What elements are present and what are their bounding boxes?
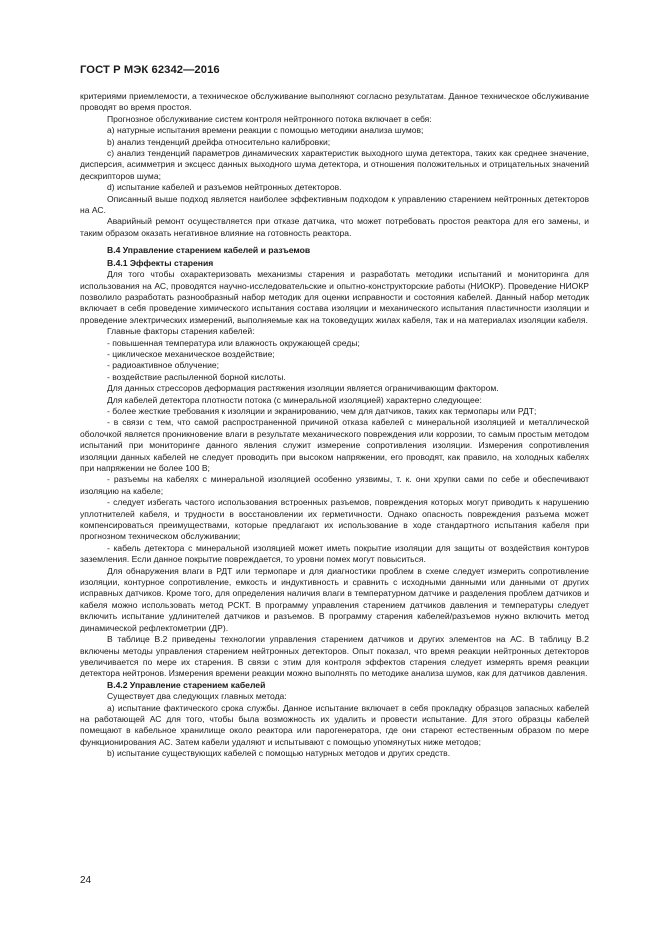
paragraph: Существует два следующих главных метода: xyxy=(107,691,287,702)
list-item: b) испытание существующих кабелей с помощью натурных методов и других средств. xyxy=(107,748,451,759)
list-item: - разъемы на кабелях с минеральной изоляцией особенно уязвимы, т. к. они хрупки сами по себе и обеспечивают изоляцию на кабеле; xyxy=(80,474,589,496)
list-item: d) испытание кабелей и разъемов нейтронных детекторов. xyxy=(107,182,342,193)
list-item: - повышенная температура или влажность окружающей среды; xyxy=(107,337,360,348)
section-b42-body xyxy=(80,691,589,759)
document-body xyxy=(80,91,589,760)
paragraph: Для данных стрессоров деформация растяжения изоляции является ограничивающим фактором. xyxy=(107,383,499,394)
paragraph: Описанный выше подход является наиболее эффективным подходом к управлению старением нейтронных детекторов на АС. xyxy=(80,193,589,216)
paragraph: Главные факторы старения кабелей: xyxy=(107,326,255,337)
list-item: - кабель детектора с минеральной изоляцией может иметь покрытие изоляции для защиты от воздействия контуров заземления. Если данное покрытие повреждается, то уровни помех могут повыситься. xyxy=(80,542,589,565)
section-heading-b4: В.4 Управление старением кабелей и разъемов xyxy=(107,245,311,256)
page-number: 24 xyxy=(80,875,92,886)
list-item: - следует избегать частого использования встроенных разъемов, повреждения которых могут приводить к нарушению уплотнителей кабеля, и трудности в восстановлении их герметичности. Однако опасность повреждения разъема может компенсироваться преимуществами, которые предлагают их использование в ходе стандартного испытания кабеля при прогнозном техническом обслуживании; xyxy=(80,497,589,542)
section-heading-b41: В.4.1 Эффекты старения xyxy=(107,257,214,268)
section-b41-body xyxy=(80,269,589,680)
document-header-title: ГОСТ Р МЭК 62342—2016 xyxy=(80,64,220,76)
paragraph: Аварийный ремонт осуществляется при отказе датчика, что может потребовать простоя реактора для его замены, и таким образом оказать негативное влияние на готовность реактора. xyxy=(80,216,589,238)
list-item: - воздействие распыленной борной кислоты. xyxy=(107,371,286,382)
paragraph: В таблице В.2 приведены технологии управления старением датчиков и других элементов на АС. В таблицу В.2 включены методы управления старением нейтронных детекторов. Опыт показал, что время реакции нейтронных детекторов увеличивается по мере их старения. В связи с этим для контроля эффектов старения следует измерять время реакции детектора нейтронов. Измерения времени реакции можно выполнять по методике анализа шумов, как для датчиков давления. xyxy=(80,634,589,679)
list-item: a) натурные испытания времени реакции с помощью методики анализа шумов; xyxy=(107,125,424,136)
list-item: - в связи с тем, что самой распространенной причиной отказа кабелей с минеральной изоляцией и металлической оболочкой является проникновение влаги в результате механического повреждения или коррозии, то самым простым методом испытаний при мониторинге данного явления служит измерение сопротивления изоляции. Измерения сопротивления изоляции данных кабелей не следует проводить при высоком напряжении, его проводят, как правило, на холодных кабелях при напряжении не более 100 В; xyxy=(80,417,589,473)
list-item: a) испытание фактического срока службы. Данное испытание включает в себя прокладку образцов запасных кабелей на работающей АС для того, чтобы была возможность их удалить и провести испытание. Для этого образцы кабелей помещают в кабельное хранилище около реактора или парогенератора, где они стареют естественным образом по мере функционирования АС. Затем кабели удаляют и испытывают с помощью упомянутых ниже методов; xyxy=(80,702,589,747)
paragraph: Для того чтобы охарактеризовать механизмы старения и разработать методики испытаний и мониторинга для использования на АС, проводятся научно-исследовательские и опытно-конструкторские работы (НИОКР). Проведение НИОКР позволило разработать разнообразный набор методик для оценки исправности и состояния кабелей. Данный набор методик включает в себя проведение химического испытания состава изоляции и механического испытания пластичности изоляции и проведение электрических измерений, выполняемые как на токоведущих жилах кабеля, так и на материалах изоляции кабеля. xyxy=(80,269,589,325)
list-item: - более жесткие требования к изоляции и экранированию, чем для датчиков, таких как термопары или РДТ; xyxy=(107,405,537,416)
paragraph: Для обнаружения влаги в РДТ или термопаре и для диагностики проблем в схеме следует измерить сопротивление изоляции, контурное сопротивление, емкость и индуктивность и сравнить с исходными данными или данными от других исправных датчиков. Кроме того, для определения наличия влаги в температурном датчике и разделения проблем датчиков и кабеля можно использовать метод РСКТ. В программу управления старением датчиков давления и температуры следует включить испытание удлинителей датчиков и разъемов. В программу старения кабелей/разъемов нужно включить метод динамической рефлектометрии (ДР). xyxy=(80,565,589,633)
list-item: - циклическое механическое воздействие; xyxy=(107,348,275,359)
list-item: - радиоактивное облучение; xyxy=(107,360,220,371)
paragraph: Для кабелей детектора плотности потока (с минеральной изоляцией) характерно следующее: xyxy=(107,394,482,405)
list-item: c) анализ тенденций параметров динамических характеристик выходного шума детектора, таких как среднее значение, дисперсия, асимметрия и эксцесс данных выходного шума детектора, и отношения положительных и отрицательных значений дескрипторов шума; xyxy=(80,148,589,181)
paragraph: критериями приемлемости, а техническое обслуживание выполняют согласно результатам. Данное техническое обслуживание проводят во время простоя. xyxy=(80,91,589,113)
list-item: b) анализ тенденций дрейфа относительно калибровки; xyxy=(107,136,331,147)
paragraph: Прогнозное обслуживание систем контроля нейтронного потока включает в себя: xyxy=(107,113,432,124)
intro-paragraphs xyxy=(80,91,589,239)
section-heading-b42: В.4.2 Управление старением кабелей xyxy=(107,679,266,690)
